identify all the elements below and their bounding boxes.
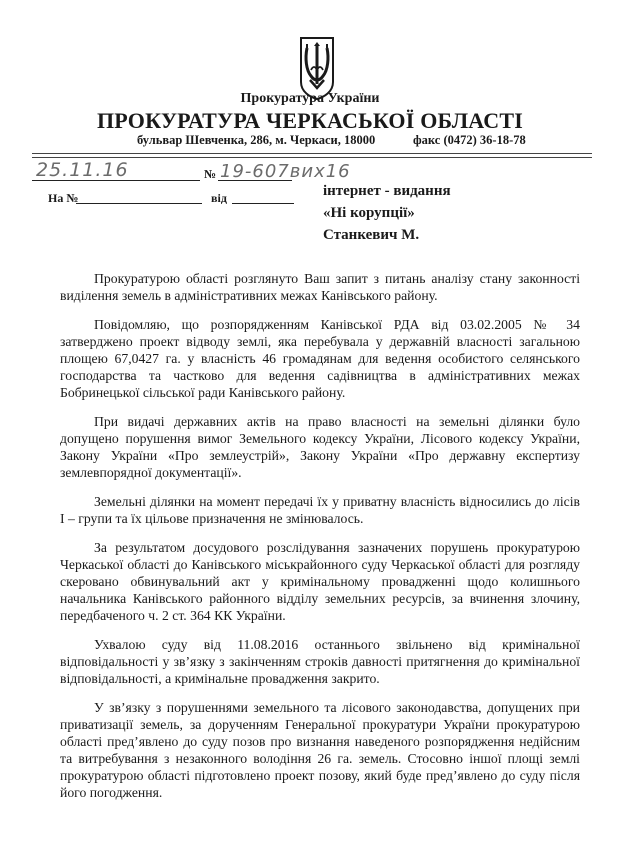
parent-org-name: Прокуратура України	[240, 91, 380, 106]
ref-blank-line	[76, 203, 202, 204]
ref-date-label: від	[211, 191, 227, 205]
body-paragraph: Прокуратурою області розглянуто Ваш запит з питань аналізу стану законності виділення земель в адміністративних межах Канівського району.	[60, 271, 580, 303]
recipient-line: «Ні корупції»	[323, 205, 415, 221]
body-paragraph: У зв’язку з порушеннями земельного та лісового законодавства, допущених при приватизації земель, за дорученням Генеральної прокуратури України прокуратурою області пред’явлено до суду позов про визнання наведеного розпорядження недійсним та витребування з незаконного володіння 26 га. земель. Стосовно іншої площі землі прокуратурою області підготовлено проект позову, який буде пред’явлено до суду після його погодження.	[60, 700, 580, 800]
body-paragraph: Повідомляю, що розпорядженням Канівської РДА від 03.02.2005 № 34 затверджено проект відводу землі, яка перебувала у державній власності загальною площею 67,0427 га. у власність 46 громадянам для ведення особистого селянського господарства та частково для ведення садівництва в адміністративних межах Бобринецької сільської ради Канівського району.	[60, 317, 580, 400]
header-divider	[32, 153, 592, 154]
body-paragraph: Ухвалою суду від 11.08.2016 останнього звільнено від кримінальної відповідальності у зв’язку з закінченням строків давності притягнення до кримінальної відповідальності, а кримінальне провадження закрито.	[60, 637, 580, 686]
ref-date-blank-line	[232, 203, 294, 204]
org-address: бульвар Шевченка, 286, м. Черкаси, 18000	[137, 133, 376, 147]
body-paragraph: Земельні ділянки на момент передачі їх у приватну власність відносились до лісів І – групи та їх цільове призначення не змінювалось.	[60, 494, 580, 526]
number-blank-line	[218, 180, 292, 181]
recipient-block	[323, 180, 451, 246]
org-fax: факс (0472) 36-18-78	[413, 133, 526, 147]
handwritten-outgoing-number: 19-607вих16	[220, 161, 351, 182]
letter-body	[60, 270, 580, 801]
body-paragraph: При видачі державних актів на право власності на земельні ділянки було допущено порушення вимог Земельного кодексу України, Лісового кодексу України, Закону України «Про землеустрій», Закону України «Про державну експертизу землевпорядної документації».	[60, 414, 580, 480]
number-sign: №	[204, 167, 217, 181]
ref-label: На №	[48, 191, 79, 205]
date-blank-line	[32, 180, 200, 181]
header-divider	[32, 157, 592, 158]
body-paragraph: За результатом досудового розслідування зазначених порушень прокуратурою Черкаської області до Канівського міськрайонного суду Черкаської області для розгляду скеровано обвинувальний акт у кримінальному провадженні щодо колишнього начальника Канівського районного відділу земельних ресурсів, за вчинення злочину, передбаченого ч. 2 ст. 364 КК України.	[60, 540, 580, 623]
handwritten-date: 25.11.16	[36, 159, 129, 181]
recipient-line: інтернет - видання	[323, 183, 451, 199]
page-title: ПРОКУРАТУРА ЧЕРКАСЬКОЇ ОБЛАСТІ	[96, 108, 524, 133]
recipient-name: Станкевич М.	[323, 227, 420, 243]
